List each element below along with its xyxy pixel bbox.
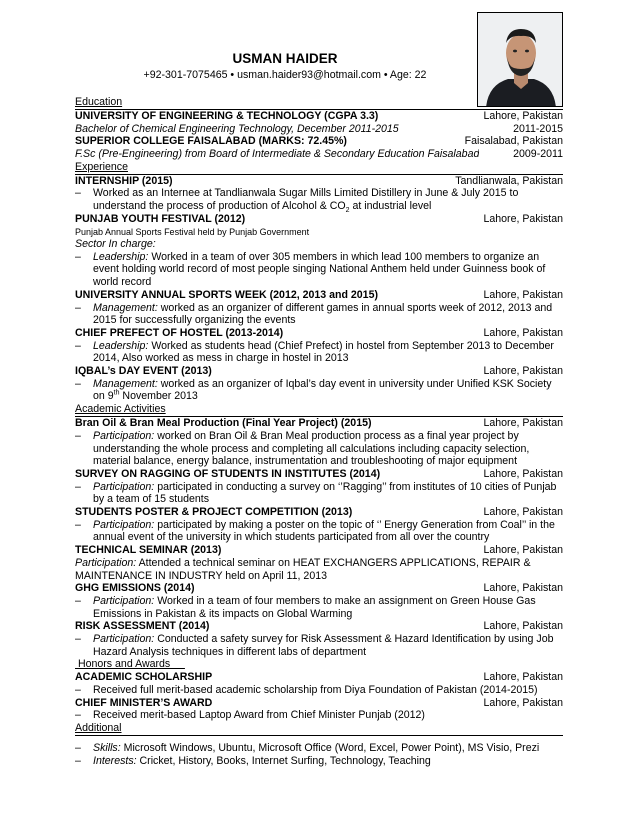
- exp-iqbal: [75, 365, 563, 378]
- resume-name: USMAN HAIDER: [232, 51, 338, 66]
- exp-hostel: [75, 327, 563, 340]
- additional-skills: – Skills: Microsoft Windows, Ubuntu, Microsoft Office (Word, Excel, Power Point), MS Visio, Prezi: [75, 742, 563, 755]
- acad-poster-bullet: – Participation: participated by making a poster on the topic of ‘’ Energy Generation from Coal’’ in the annual event of the university in which students participated from all over the country: [75, 519, 563, 544]
- exp-internship-bullet: – Worked as an Internee at Tandlianwala Sugar Mills Limited Distillery in June & July 2015 to understand the process of production of Alcohol & $CO_2$ at industrial level: [75, 187, 563, 212]
- edu-superior-location: Faisalabad, Pakistan: [464, 135, 563, 148]
- acad-seminar-text: Participation: Attended a technical seminar on HEAT EXCHANGERS APPLICATIONS, REPAIR & MAINTENANCE IN INDUSTRY held on April 11, 2013: [75, 556, 531, 582]
- exp-internship-location: Tandlianwala, Pakistan: [455, 174, 563, 187]
- honor-cm-title: CHIEF MINISTER’S AWARD: [75, 696, 213, 709]
- acad-fyp-location: Lahore, Pakistan: [483, 417, 563, 430]
- exp-pyf: [75, 213, 563, 226]
- acad-survey-title: SURVEY ON RAGGING OF STUDENTS IN INSTITUTES (2014): [75, 467, 381, 480]
- honor-scholarship-title: ACADEMIC SCHOLARSHIP: [75, 671, 213, 684]
- acad-risk-bullet: – Participation: Conducted a safety survey for Risk Assessment & Hazard Identification by using Job Hazard Analysis techniques in different labs of department: [75, 633, 563, 658]
- exp-sports: [75, 289, 563, 302]
- edu-fsc-years: 2009-2011: [513, 148, 563, 161]
- acad-fyp-bullet: – Participation: worked on Bran Oil & Bran Meal production process as a final year project by understanding the whole process and completing all calculations including capacity selection, material balance, energy balance, instrumentation and troubleshooting of major equipment: [75, 430, 563, 468]
- additional-interests: – Interests: Cricket, History, Books, Internet Surfing, Technology, Teaching: [75, 755, 563, 768]
- acad-poster-location: Lahore, Pakistan: [483, 506, 563, 519]
- honor-cm-bullet: – Received merit-based Laptop Award from Chief Minister Punjab (2012): [75, 709, 563, 722]
- honor-scholarship-location: Lahore, Pakistan: [483, 671, 563, 684]
- acad-ghg-location: Lahore, Pakistan: [483, 582, 563, 595]
- section-honors-heading: Honors and Awards: [75, 658, 185, 671]
- honor-cm-location: Lahore, Pakistan: [483, 696, 563, 709]
- exp-hostel-location: Lahore, Pakistan: [483, 326, 563, 339]
- acad-survey: [75, 468, 563, 481]
- resume-content: [75, 96, 563, 768]
- acad-fyp-title: Bran Oil & Bran Meal Production (Final Year Project) (2015): [75, 417, 372, 430]
- exp-iqbal-bullet: – Management: worked as an organizer of Iqbal’s day event in university under Unified KSK Society on 9th November 2013: [75, 378, 563, 403]
- exp-pyf-title: PUNJAB YOUTH FESTIVAL (2012): [75, 212, 246, 225]
- exp-pyf-sector: Sector In charge:: [75, 238, 156, 251]
- edu-uet-name: UNIVERSITY OF ENGINEERING & TECHNOLOGY (CGPA 3.3): [75, 110, 379, 122]
- honor-scholarship-bullet: – Received full merit-based academic scholarship from Diya Foundation of Pakistan (2014-2015): [75, 684, 563, 697]
- edu-uet-degree-text: Bachelor of Chemical Engineering Technology, December 2011-2015: [75, 122, 399, 135]
- exp-internship: [75, 175, 563, 188]
- edu-fsc-text: F.Sc (Pre-Engineering) from Board of Intermediate & Secondary Education Faisalabad: [75, 148, 480, 161]
- section-academic-heading: Academic Activities: [75, 403, 563, 417]
- acad-risk: [75, 620, 563, 633]
- edu-uet-location: Lahore, Pakistan: [483, 110, 563, 122]
- acad-survey-location: Lahore, Pakistan: [483, 467, 563, 480]
- acad-poster-title: STUDENTS POSTER & PROJECT COMPETITION (2013): [75, 506, 353, 519]
- exp-sports-title: UNIVERSITY ANNUAL SPORTS WEEK (2012, 2013 and 2015): [75, 288, 378, 301]
- exp-pyf-location: Lahore, Pakistan: [483, 212, 563, 225]
- honor-cm: [75, 697, 563, 710]
- edu-uet: [75, 110, 563, 123]
- edu-uet-degree: [75, 123, 563, 136]
- honor-scholarship: [75, 671, 563, 684]
- edu-superior: [75, 135, 563, 148]
- section-additional-heading: Additional: [75, 722, 563, 736]
- exp-iqbal-location: Lahore, Pakistan: [483, 365, 563, 378]
- exp-hostel-bullet: – Leadership: Worked as students head (Chief Prefect) in hostel from September 2013 to December 2014, Also worked as mess in charge in hostel in 2013: [75, 340, 563, 365]
- acad-seminar: [75, 544, 563, 557]
- exp-hostel-title: CHIEF PREFECT OF HOSTEL (2013-2014): [75, 326, 284, 339]
- exp-sports-bullet: – Management: worked as an organizer of different games in annual sports week of 2012, 2013 and 2015 for successfully organizing the events: [75, 302, 563, 327]
- section-experience-heading: Experience: [75, 161, 563, 175]
- profile-photo: [477, 12, 563, 107]
- acad-ghg: [75, 582, 563, 595]
- acad-fyp: [75, 417, 563, 430]
- exp-pyf-note: Punjab Annual Sports Festival held by Punjab Government: [75, 226, 310, 237]
- acad-risk-location: Lahore, Pakistan: [483, 620, 563, 633]
- edu-uet-years: 2011-2015: [513, 122, 563, 135]
- acad-survey-bullet: – Participation: participated in conducting a survey on ‘’Ragging’’ from institutes of 10 cities of Punjab by a team of 15 students: [75, 481, 563, 506]
- edu-superior-name: SUPERIOR COLLEGE FAISALABAD (MARKS: 72.45%): [75, 135, 347, 148]
- contact-line: +92-301-7075465 • usman.haider93@hotmail.com • Age: 22: [143, 69, 427, 81]
- acad-seminar-title: TECHNICAL SEMINAR (2013): [75, 544, 222, 557]
- acad-risk-title: RISK ASSESSMENT (2014): [75, 620, 210, 633]
- exp-pyf-bullet: – Leadership: Worked in a team of over 305 members in which lead 100 members to organize an event holding world record of most people singing National Anthem held under Guinness book of world record: [75, 251, 563, 289]
- section-education-heading: Education: [75, 96, 563, 110]
- acad-ghg-title: GHG EMISSIONS (2014): [75, 582, 195, 595]
- exp-internship-title: INTERNSHIP (2015): [75, 174, 173, 187]
- acad-poster: [75, 506, 563, 519]
- acad-ghg-bullet: – Participation: Worked in a team of four members to make an assignment on Green House Gas Emissions in Pakistan & its impacts on Global Warming: [75, 595, 563, 620]
- exp-iqbal-title: IQBAL’s DAY EVENT (2013): [75, 365, 212, 378]
- edu-fsc: [75, 148, 563, 161]
- exp-sports-location: Lahore, Pakistan: [483, 288, 563, 301]
- acad-seminar-location: Lahore, Pakistan: [483, 544, 563, 557]
